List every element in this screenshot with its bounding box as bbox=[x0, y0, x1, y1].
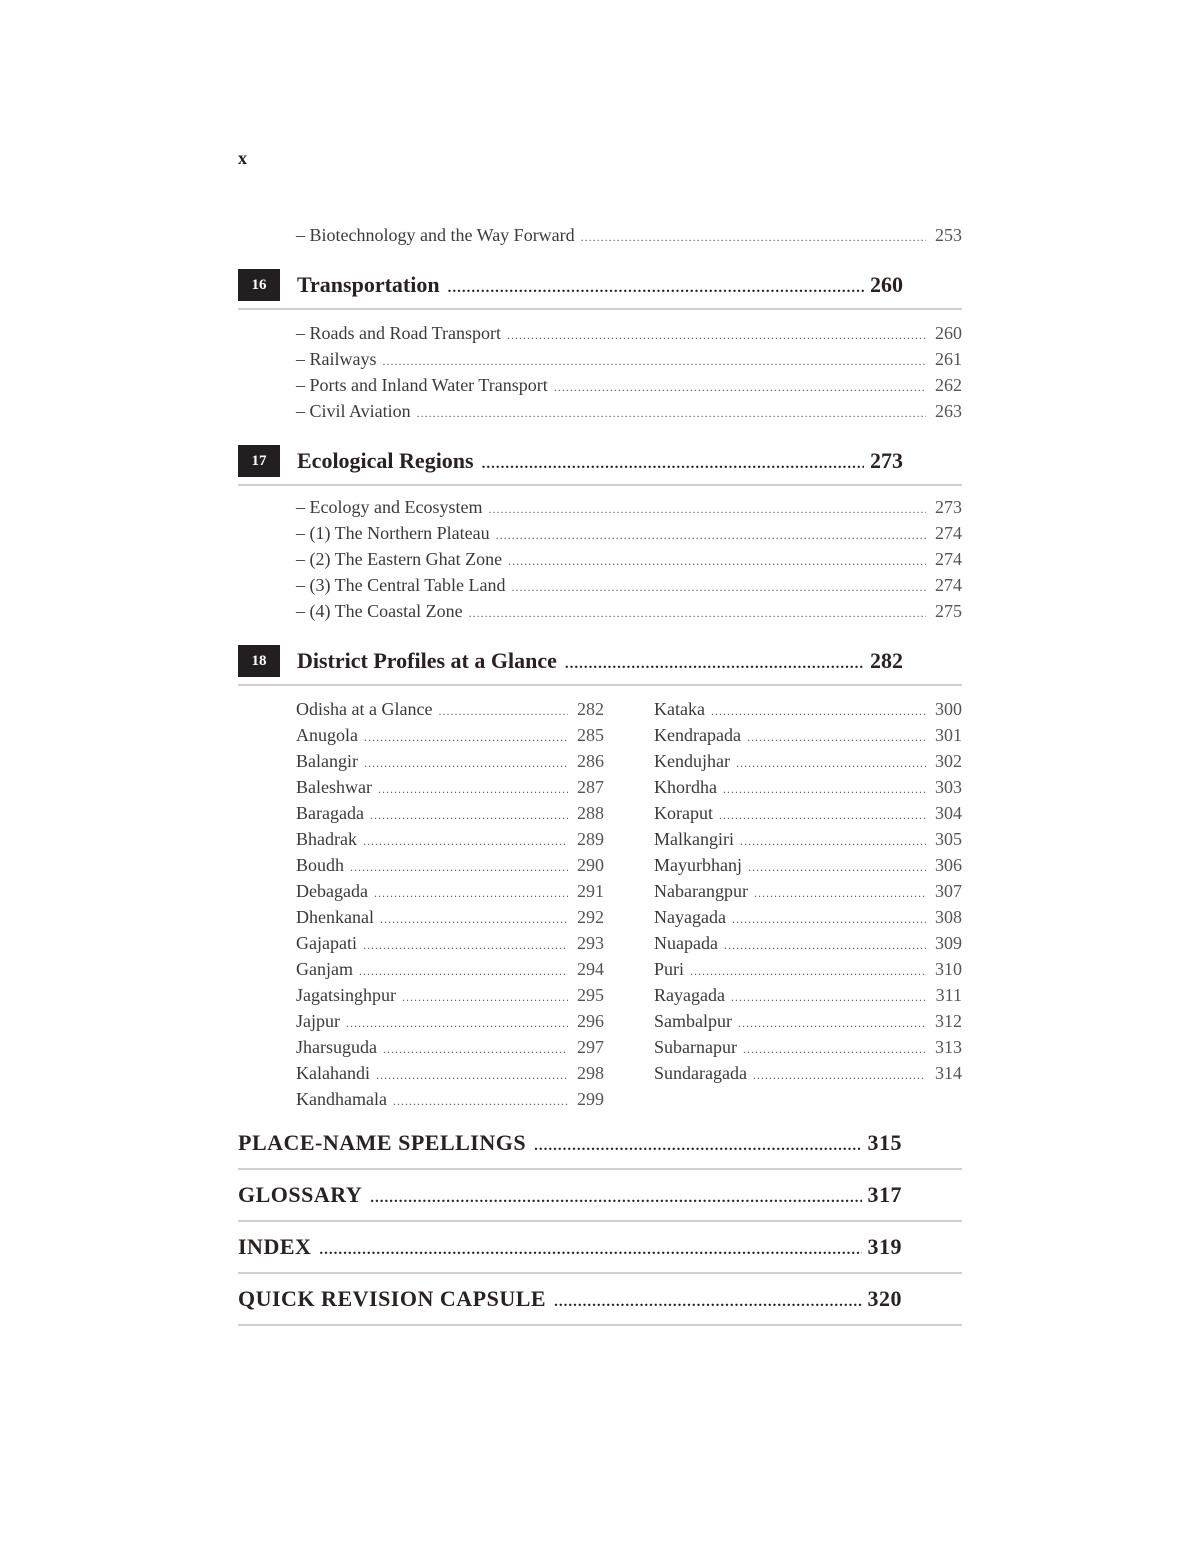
dot-leader bbox=[507, 322, 926, 348]
toc-entry[interactable] bbox=[296, 346, 962, 372]
entry-page: 303 bbox=[935, 777, 962, 797]
back-matter-page: 320 bbox=[867, 1286, 902, 1311]
entry-page: 299 bbox=[577, 1089, 604, 1109]
district-entry[interactable] bbox=[296, 1060, 604, 1086]
entry-label: Nabarangpur bbox=[654, 881, 748, 901]
district-entry[interactable] bbox=[296, 930, 604, 956]
district-entry[interactable] bbox=[654, 982, 962, 1008]
entry-page: 262 bbox=[935, 375, 962, 395]
entry-label: Sundaragada bbox=[654, 1063, 747, 1083]
entry-label: – Railways bbox=[296, 349, 377, 369]
chapter-number-badge: 17 bbox=[238, 445, 280, 477]
entry-page: 302 bbox=[935, 751, 962, 771]
district-entry[interactable] bbox=[296, 748, 604, 774]
chapter-heading[interactable] bbox=[238, 262, 962, 310]
district-entry[interactable] bbox=[296, 904, 604, 930]
toc-entry[interactable] bbox=[296, 546, 962, 572]
toc-entry[interactable] bbox=[296, 320, 962, 346]
entry-label: Balangir bbox=[296, 751, 358, 771]
entry-label: Gajapati bbox=[296, 933, 357, 953]
dot-leader bbox=[364, 724, 568, 750]
dot-leader bbox=[319, 1225, 861, 1275]
entry-page: 291 bbox=[577, 881, 604, 901]
entry-label: Puri bbox=[654, 959, 685, 979]
district-entry[interactable] bbox=[296, 982, 604, 1008]
entry-page: 307 bbox=[935, 881, 962, 901]
back-matter-title: GLOSSARY bbox=[238, 1182, 363, 1207]
entry-label: Koraput bbox=[654, 803, 713, 823]
entry-label: Debagada bbox=[296, 881, 368, 901]
chapter-number-badge: 16 bbox=[238, 269, 280, 301]
entry-page: 288 bbox=[577, 803, 604, 823]
entry-page: 310 bbox=[935, 959, 962, 979]
back-matter-page: 315 bbox=[867, 1130, 902, 1155]
chapter-title: Transportation bbox=[297, 272, 440, 297]
toc-entry[interactable] bbox=[296, 572, 962, 598]
dot-leader bbox=[496, 522, 926, 548]
district-entry[interactable] bbox=[654, 1008, 962, 1034]
entry-page: 282 bbox=[577, 699, 604, 719]
dot-leader bbox=[723, 776, 926, 802]
entry-label: Boudh bbox=[296, 855, 345, 875]
entry-label: – (4) The Coastal Zone bbox=[296, 601, 463, 621]
district-entry[interactable] bbox=[654, 904, 962, 930]
entry-page: 260 bbox=[935, 323, 962, 343]
back-matter-page: 319 bbox=[867, 1234, 902, 1259]
entry-page: 305 bbox=[935, 829, 962, 849]
back-matter-page: 317 bbox=[867, 1182, 902, 1207]
toc-entry[interactable] bbox=[296, 372, 962, 398]
dot-leader bbox=[438, 698, 568, 724]
district-entry[interactable] bbox=[654, 826, 962, 852]
district-entry[interactable] bbox=[654, 930, 962, 956]
entry-page: 275 bbox=[935, 601, 962, 621]
district-list bbox=[238, 686, 962, 1118]
dot-leader bbox=[512, 574, 926, 600]
dot-leader bbox=[350, 854, 568, 880]
district-entry[interactable] bbox=[654, 722, 962, 748]
district-column-left bbox=[296, 696, 604, 1112]
dot-leader bbox=[731, 984, 926, 1010]
entry-page: 306 bbox=[935, 855, 962, 875]
entry-page: 261 bbox=[935, 349, 962, 369]
dot-leader bbox=[376, 1062, 568, 1088]
entry-page: 308 bbox=[935, 907, 962, 927]
dot-leader bbox=[738, 1010, 926, 1036]
dot-leader bbox=[534, 1121, 861, 1171]
entry-page: 301 bbox=[935, 725, 962, 745]
district-entry[interactable] bbox=[654, 852, 962, 878]
back-matter-heading[interactable] bbox=[238, 1222, 962, 1274]
chapter-page: 260 bbox=[870, 272, 903, 297]
district-entry[interactable] bbox=[296, 696, 604, 722]
entry-label: Baleshwar bbox=[296, 777, 372, 797]
dot-leader bbox=[581, 224, 926, 250]
entry-label: Jagatsinghpur bbox=[296, 985, 396, 1005]
entry-label: Kalahandi bbox=[296, 1063, 370, 1083]
dot-leader bbox=[488, 496, 926, 522]
back-matter-title: PLACE-NAME SPELLINGS bbox=[238, 1130, 527, 1155]
entry-page: 286 bbox=[577, 751, 604, 771]
district-entry[interactable] bbox=[654, 956, 962, 982]
page-number: x bbox=[238, 148, 247, 168]
lead-entries bbox=[238, 220, 962, 256]
toc-entry[interactable] bbox=[296, 598, 962, 624]
dot-leader bbox=[690, 958, 926, 984]
entry-label: Khordha bbox=[654, 777, 717, 797]
chapter-title: Ecological Regions bbox=[297, 448, 474, 473]
toc-entry[interactable] bbox=[296, 520, 962, 546]
entry-label: – (1) The Northern Plateau bbox=[296, 523, 490, 543]
entry-label: Rayagada bbox=[654, 985, 725, 1005]
dot-leader bbox=[508, 548, 926, 574]
dot-leader bbox=[482, 456, 864, 473]
entry-page: 295 bbox=[577, 985, 604, 1005]
entry-label: Kataka bbox=[654, 699, 705, 719]
dot-leader bbox=[554, 1277, 861, 1327]
entry-page: 263 bbox=[935, 401, 962, 421]
chapter-entries bbox=[238, 310, 962, 432]
entry-page: 287 bbox=[577, 777, 604, 797]
entry-page: 300 bbox=[935, 699, 962, 719]
entry-label: – Biotechnology and the Way Forward bbox=[296, 225, 575, 245]
chapter-heading[interactable] bbox=[238, 638, 962, 686]
district-entry[interactable] bbox=[654, 774, 962, 800]
entry-label: Anugola bbox=[296, 725, 358, 745]
entry-label: Ganjam bbox=[296, 959, 353, 979]
dot-leader bbox=[383, 1036, 568, 1062]
entry-label: Malkangiri bbox=[654, 829, 734, 849]
district-entry[interactable] bbox=[296, 722, 604, 748]
dot-leader bbox=[554, 374, 926, 400]
entry-page: 296 bbox=[577, 1011, 604, 1031]
dot-leader bbox=[378, 776, 568, 802]
chapter-page: 282 bbox=[870, 648, 903, 673]
dot-leader bbox=[719, 802, 926, 828]
entry-label: Kendrapada bbox=[654, 725, 741, 745]
entry-label: Bhadrak bbox=[296, 829, 357, 849]
dot-leader bbox=[380, 906, 568, 932]
dot-leader bbox=[402, 984, 568, 1010]
district-entry[interactable] bbox=[654, 878, 962, 904]
entry-page: 290 bbox=[577, 855, 604, 875]
entry-label: Dhenkanal bbox=[296, 907, 374, 927]
dot-leader bbox=[383, 348, 927, 374]
district-entry[interactable] bbox=[654, 1060, 962, 1086]
entry-page: 253 bbox=[935, 225, 962, 245]
entry-page: 311 bbox=[935, 985, 962, 1005]
dot-leader bbox=[740, 828, 926, 854]
dot-leader bbox=[748, 854, 926, 880]
dot-leader bbox=[359, 958, 568, 984]
district-column-right bbox=[654, 696, 962, 1112]
entry-page: 274 bbox=[935, 523, 962, 543]
district-entry[interactable] bbox=[654, 800, 962, 826]
entry-page: 274 bbox=[935, 549, 962, 569]
chapter-title: District Profiles at a Glance bbox=[297, 648, 557, 673]
dot-leader bbox=[363, 932, 568, 958]
chapter-page: 273 bbox=[870, 448, 903, 473]
entry-page: 292 bbox=[577, 907, 604, 927]
district-entry[interactable] bbox=[654, 1034, 962, 1060]
dot-leader bbox=[743, 1036, 926, 1062]
dot-leader bbox=[754, 880, 926, 906]
entry-page: 285 bbox=[577, 725, 604, 745]
dot-leader bbox=[374, 880, 568, 906]
entry-page: 312 bbox=[935, 1011, 962, 1031]
dot-leader bbox=[346, 1010, 568, 1036]
entry-page: 309 bbox=[935, 933, 962, 953]
dot-leader bbox=[363, 828, 568, 854]
dot-leader bbox=[711, 698, 926, 724]
dot-leader bbox=[736, 750, 926, 776]
entry-label: – (3) The Central Table Land bbox=[296, 575, 506, 595]
district-entry[interactable] bbox=[296, 878, 604, 904]
entry-label: Subarnapur bbox=[654, 1037, 737, 1057]
entry-label: Jajpur bbox=[296, 1011, 340, 1031]
entry-label: Mayurbhanj bbox=[654, 855, 742, 875]
entry-label: Sambalpur bbox=[654, 1011, 732, 1031]
back-matter-heading[interactable] bbox=[238, 1118, 962, 1170]
back-matter-title: INDEX bbox=[238, 1234, 312, 1259]
entry-label: Kendujhar bbox=[654, 751, 730, 771]
dot-leader bbox=[732, 906, 926, 932]
entry-label: Baragada bbox=[296, 803, 364, 823]
district-entry[interactable] bbox=[654, 748, 962, 774]
entry-label: Kandhamala bbox=[296, 1089, 387, 1109]
entry-page: 313 bbox=[935, 1037, 962, 1057]
entry-label: – Civil Aviation bbox=[296, 401, 411, 421]
entry-label: Nayagada bbox=[654, 907, 726, 927]
entry-label: – Ports and Inland Water Transport bbox=[296, 375, 548, 395]
entry-page: 314 bbox=[935, 1063, 962, 1083]
entry-label: – Ecology and Ecosystem bbox=[296, 497, 483, 517]
entry-page: 297 bbox=[577, 1037, 604, 1057]
toc-entry[interactable] bbox=[296, 398, 962, 424]
dot-leader bbox=[565, 656, 864, 673]
dot-leader bbox=[417, 400, 926, 426]
district-entry[interactable] bbox=[296, 1008, 604, 1034]
district-entry[interactable] bbox=[296, 800, 604, 826]
district-entry[interactable] bbox=[296, 1034, 604, 1060]
back-matter-title: QUICK REVISION CAPSULE bbox=[238, 1286, 547, 1311]
entry-label: Odisha at a Glance bbox=[296, 699, 433, 719]
district-entry[interactable] bbox=[654, 696, 962, 722]
entry-page: 298 bbox=[577, 1063, 604, 1083]
toc-entry[interactable] bbox=[296, 494, 962, 520]
district-entry[interactable] bbox=[296, 1086, 604, 1112]
table-of-contents bbox=[238, 220, 962, 1326]
dot-leader bbox=[724, 932, 926, 958]
back-matter-heading[interactable] bbox=[238, 1170, 962, 1222]
district-entry[interactable] bbox=[296, 774, 604, 800]
chapter-heading[interactable] bbox=[238, 438, 962, 486]
chapter-entries bbox=[238, 486, 962, 632]
chapter-number-badge: 18 bbox=[238, 645, 280, 677]
back-matter-heading[interactable] bbox=[238, 1274, 962, 1326]
dot-leader bbox=[448, 280, 864, 297]
dot-leader bbox=[469, 600, 926, 626]
entry-page: 304 bbox=[935, 803, 962, 823]
dot-leader bbox=[393, 1088, 568, 1114]
dot-leader bbox=[370, 1173, 861, 1223]
district-entry[interactable] bbox=[296, 852, 604, 878]
entry-label: Nuapada bbox=[654, 933, 718, 953]
entry-page: 293 bbox=[577, 933, 604, 953]
dot-leader bbox=[753, 1062, 926, 1088]
entry-label: Jharsuguda bbox=[296, 1037, 377, 1057]
entry-page: 289 bbox=[577, 829, 604, 849]
district-entry[interactable] bbox=[296, 956, 604, 982]
entry-label: – (2) The Eastern Ghat Zone bbox=[296, 549, 503, 569]
dot-leader bbox=[364, 750, 568, 776]
entry-page: 274 bbox=[935, 575, 962, 595]
district-entry[interactable] bbox=[296, 826, 604, 852]
entry-page: 294 bbox=[577, 959, 604, 979]
entry-page: 273 bbox=[935, 497, 962, 517]
dot-leader bbox=[370, 802, 568, 828]
toc-entry[interactable] bbox=[296, 222, 962, 248]
dot-leader bbox=[747, 724, 926, 750]
entry-label: – Roads and Road Transport bbox=[296, 323, 502, 343]
